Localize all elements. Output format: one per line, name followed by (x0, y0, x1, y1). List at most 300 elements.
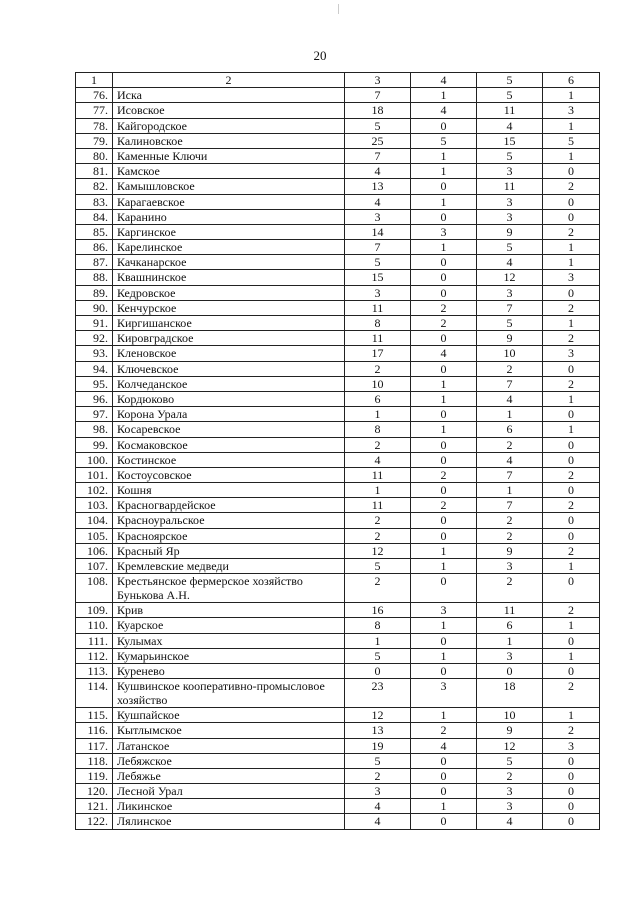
table-row (76, 784, 600, 799)
table-row (76, 285, 600, 300)
value-cell-col4: 0 (411, 255, 477, 270)
value-cell-col5: 10 (477, 708, 543, 723)
value-cell-col6: 2 (543, 498, 600, 513)
value-cell-col4: 0 (411, 361, 477, 376)
value-cell-col4: 0 (411, 407, 477, 422)
value-cell-col3: 4 (345, 814, 411, 829)
header-cell-4: 4 (411, 73, 477, 88)
value-cell-col5: 2 (477, 513, 543, 528)
row-number-cell: 104. (76, 513, 113, 528)
value-cell-col6: 2 (543, 179, 600, 194)
value-cell-col6: 5 (543, 133, 600, 148)
value-cell-col6: 0 (543, 483, 600, 498)
value-cell-col6: 1 (543, 648, 600, 663)
value-cell-col3: 11 (345, 331, 411, 346)
row-number-cell: 98. (76, 422, 113, 437)
row-number-cell: 120. (76, 784, 113, 799)
value-cell-col3: 8 (345, 422, 411, 437)
value-cell-col4: 4 (411, 738, 477, 753)
row-number-cell: 100. (76, 452, 113, 467)
row-number-cell: 95. (76, 376, 113, 391)
value-cell-col6: 0 (543, 194, 600, 209)
header-cell-5: 5 (477, 73, 543, 88)
table-row (76, 452, 600, 467)
row-number-cell: 81. (76, 164, 113, 179)
row-number-cell: 110. (76, 618, 113, 633)
organization-name-cell: Кенчурское (113, 300, 345, 315)
table-row (76, 240, 600, 255)
value-cell-col5: 7 (477, 467, 543, 482)
value-cell-col4: 1 (411, 240, 477, 255)
value-cell-col6: 0 (543, 663, 600, 678)
organization-name-cell: Карагаевское (113, 194, 345, 209)
value-cell-col3: 12 (345, 708, 411, 723)
table-row (76, 543, 600, 558)
table-row (76, 574, 600, 603)
table-row (76, 738, 600, 753)
value-cell-col3: 0 (345, 663, 411, 678)
value-cell-col4: 4 (411, 346, 477, 361)
organization-name-cell: Колчеданское (113, 376, 345, 391)
row-number-cell: 109. (76, 603, 113, 618)
value-cell-col6: 0 (543, 528, 600, 543)
table-row (76, 224, 600, 239)
organization-name-cell: Косаревское (113, 422, 345, 437)
table-row (76, 422, 600, 437)
value-cell-col5: 1 (477, 483, 543, 498)
table-row (76, 753, 600, 768)
row-number-cell: 83. (76, 194, 113, 209)
row-number-cell: 94. (76, 361, 113, 376)
value-cell-col5: 9 (477, 543, 543, 558)
value-cell-col4: 0 (411, 452, 477, 467)
value-cell-col3: 4 (345, 164, 411, 179)
value-cell-col4: 0 (411, 118, 477, 133)
table-row (76, 437, 600, 452)
value-cell-col5: 3 (477, 164, 543, 179)
value-cell-col5: 6 (477, 618, 543, 633)
value-cell-col3: 14 (345, 224, 411, 239)
value-cell-col4: 3 (411, 224, 477, 239)
value-cell-col5: 7 (477, 376, 543, 391)
value-cell-col6: 0 (543, 814, 600, 829)
value-cell-col6: 0 (543, 407, 600, 422)
value-cell-col5: 12 (477, 270, 543, 285)
table-row (76, 300, 600, 315)
organization-name-cell: Куарское (113, 618, 345, 633)
value-cell-col3: 2 (345, 361, 411, 376)
value-cell-col5: 2 (477, 528, 543, 543)
value-cell-col4: 0 (411, 574, 477, 603)
value-cell-col6: 3 (543, 346, 600, 361)
value-cell-col4: 0 (411, 528, 477, 543)
value-cell-col6: 2 (543, 224, 600, 239)
value-cell-col5: 4 (477, 814, 543, 829)
table-row (76, 498, 600, 513)
value-cell-col4: 1 (411, 543, 477, 558)
value-cell-col4: 1 (411, 559, 477, 574)
value-cell-col4: 4 (411, 103, 477, 118)
value-cell-col3: 11 (345, 498, 411, 513)
value-cell-col4: 0 (411, 437, 477, 452)
value-cell-col6: 0 (543, 164, 600, 179)
value-cell-col6: 3 (543, 103, 600, 118)
table-row (76, 407, 600, 422)
value-cell-col5: 10 (477, 346, 543, 361)
table-row (76, 814, 600, 829)
row-number-cell: 99. (76, 437, 113, 452)
table-row (76, 559, 600, 574)
value-cell-col3: 8 (345, 618, 411, 633)
organization-name-cell: Крестьянское фермерское хозяйство Бунькова А.Н. (113, 574, 345, 603)
value-cell-col3: 7 (345, 148, 411, 163)
table-row (76, 648, 600, 663)
value-cell-col6: 1 (543, 88, 600, 103)
organization-name-cell: Красноуральское (113, 513, 345, 528)
value-cell-col6: 1 (543, 148, 600, 163)
table-row (76, 118, 600, 133)
value-cell-col5: 11 (477, 179, 543, 194)
row-number-cell: 113. (76, 663, 113, 678)
value-cell-col4: 1 (411, 148, 477, 163)
value-cell-col6: 2 (543, 679, 600, 708)
value-cell-col3: 2 (345, 528, 411, 543)
value-cell-col3: 5 (345, 559, 411, 574)
table-row (76, 679, 600, 708)
data-table (75, 72, 600, 830)
value-cell-col4: 0 (411, 285, 477, 300)
value-cell-col5: 7 (477, 498, 543, 513)
organization-name-cell: Каргинское (113, 224, 345, 239)
organization-name-cell: Каменные Ключи (113, 148, 345, 163)
row-number-cell: 101. (76, 467, 113, 482)
organization-name-cell: Ликинское (113, 799, 345, 814)
value-cell-col3: 1 (345, 633, 411, 648)
value-cell-col6: 2 (543, 603, 600, 618)
value-cell-col5: 3 (477, 648, 543, 663)
organization-name-cell: Карелинское (113, 240, 345, 255)
value-cell-col3: 6 (345, 391, 411, 406)
value-cell-col5: 5 (477, 316, 543, 331)
organization-name-cell: Кайгородское (113, 118, 345, 133)
organization-name-cell: Крив (113, 603, 345, 618)
value-cell-col6: 0 (543, 452, 600, 467)
row-number-cell: 84. (76, 209, 113, 224)
table-row (76, 103, 600, 118)
organization-name-cell: Космаковское (113, 437, 345, 452)
table-row (76, 603, 600, 618)
value-cell-col5: 1 (477, 407, 543, 422)
value-cell-col4: 2 (411, 316, 477, 331)
organization-name-cell: Кировградское (113, 331, 345, 346)
value-cell-col5: 12 (477, 738, 543, 753)
value-cell-col3: 12 (345, 543, 411, 558)
value-cell-col4: 2 (411, 498, 477, 513)
row-number-cell: 117. (76, 738, 113, 753)
value-cell-col3: 5 (345, 648, 411, 663)
header-cell-6: 6 (543, 73, 600, 88)
value-cell-col5: 15 (477, 133, 543, 148)
value-cell-col4: 0 (411, 814, 477, 829)
value-cell-col5: 4 (477, 452, 543, 467)
value-cell-col4: 1 (411, 164, 477, 179)
organization-name-cell: Каранино (113, 209, 345, 224)
page-number: 20 (313, 48, 327, 63)
table-row (76, 768, 600, 783)
value-cell-col4: 0 (411, 768, 477, 783)
row-number-cell: 103. (76, 498, 113, 513)
value-cell-col6: 0 (543, 361, 600, 376)
organization-name-cell: Кремлевские медведи (113, 559, 345, 574)
value-cell-col4: 5 (411, 133, 477, 148)
value-cell-col3: 5 (345, 255, 411, 270)
value-cell-col6: 2 (543, 376, 600, 391)
value-cell-col4: 3 (411, 679, 477, 708)
organization-name-cell: Костоусовское (113, 467, 345, 482)
value-cell-col5: 1 (477, 633, 543, 648)
value-cell-col4: 1 (411, 799, 477, 814)
row-number-cell: 88. (76, 270, 113, 285)
row-number-cell: 102. (76, 483, 113, 498)
value-cell-col4: 0 (411, 331, 477, 346)
organization-name-cell: Кленовское (113, 346, 345, 361)
header-cell-3: 3 (345, 73, 411, 88)
value-cell-col6: 0 (543, 437, 600, 452)
row-number-cell: 87. (76, 255, 113, 270)
row-number-cell: 85. (76, 224, 113, 239)
value-cell-col5: 4 (477, 255, 543, 270)
value-cell-col3: 13 (345, 723, 411, 738)
value-cell-col4: 0 (411, 784, 477, 799)
value-cell-col4: 0 (411, 270, 477, 285)
value-cell-col6: 2 (543, 467, 600, 482)
value-cell-col5: 5 (477, 88, 543, 103)
organization-name-cell: Лебяжское (113, 753, 345, 768)
table-row (76, 361, 600, 376)
organization-name-cell: Куренево (113, 663, 345, 678)
organization-name-cell: Кушпайское (113, 708, 345, 723)
value-cell-col3: 2 (345, 574, 411, 603)
row-number-cell: 122. (76, 814, 113, 829)
header-cell-2: 2 (113, 73, 345, 88)
value-cell-col6: 0 (543, 753, 600, 768)
row-number-cell: 112. (76, 648, 113, 663)
table-row (76, 618, 600, 633)
row-number-cell: 106. (76, 543, 113, 558)
value-cell-col3: 5 (345, 753, 411, 768)
row-number-cell: 97. (76, 407, 113, 422)
organization-name-cell: Киргишанское (113, 316, 345, 331)
row-number-cell: 121. (76, 799, 113, 814)
value-cell-col5: 5 (477, 240, 543, 255)
scan-mark (338, 4, 339, 14)
value-cell-col5: 2 (477, 574, 543, 603)
table-row (76, 799, 600, 814)
value-cell-col4: 1 (411, 376, 477, 391)
value-cell-col6: 1 (543, 422, 600, 437)
value-cell-col3: 19 (345, 738, 411, 753)
value-cell-col4: 3 (411, 603, 477, 618)
value-cell-col4: 0 (411, 483, 477, 498)
table-row (76, 148, 600, 163)
value-cell-col6: 1 (543, 118, 600, 133)
value-cell-col3: 2 (345, 768, 411, 783)
value-cell-col6: 1 (543, 391, 600, 406)
row-number-cell: 89. (76, 285, 113, 300)
table-row (76, 483, 600, 498)
organization-name-cell: Лялинское (113, 814, 345, 829)
value-cell-col3: 23 (345, 679, 411, 708)
value-cell-col4: 1 (411, 708, 477, 723)
value-cell-col5: 9 (477, 224, 543, 239)
organization-name-cell: Ключевское (113, 361, 345, 376)
organization-name-cell: Камышловское (113, 179, 345, 194)
value-cell-col4: 2 (411, 467, 477, 482)
organization-name-cell: Корона Урала (113, 407, 345, 422)
value-cell-col3: 13 (345, 179, 411, 194)
row-number-cell: 114. (76, 679, 113, 708)
value-cell-col6: 0 (543, 768, 600, 783)
value-cell-col6: 1 (543, 618, 600, 633)
organization-name-cell: Красногвардейское (113, 498, 345, 513)
value-cell-col4: 0 (411, 513, 477, 528)
row-number-cell: 105. (76, 528, 113, 543)
value-cell-col3: 11 (345, 300, 411, 315)
value-cell-col3: 5 (345, 118, 411, 133)
organization-name-cell: Калиновское (113, 133, 345, 148)
row-number-cell: 115. (76, 708, 113, 723)
value-cell-col5: 6 (477, 422, 543, 437)
value-cell-col5: 3 (477, 209, 543, 224)
value-cell-col3: 1 (345, 407, 411, 422)
value-cell-col3: 1 (345, 483, 411, 498)
table-row (76, 528, 600, 543)
value-cell-col3: 16 (345, 603, 411, 618)
value-cell-col4: 2 (411, 723, 477, 738)
organization-name-cell: Кушвинское кооперативно-промысловое хозяйство (113, 679, 345, 708)
value-cell-col5: 11 (477, 603, 543, 618)
value-cell-col6: 2 (543, 543, 600, 558)
value-cell-col6: 1 (543, 559, 600, 574)
organization-name-cell: Исовское (113, 103, 345, 118)
value-cell-col3: 3 (345, 209, 411, 224)
row-number-cell: 77. (76, 103, 113, 118)
value-cell-col4: 1 (411, 648, 477, 663)
organization-name-cell: Лебяжье (113, 768, 345, 783)
organization-name-cell: Красноярское (113, 528, 345, 543)
value-cell-col6: 1 (543, 316, 600, 331)
value-cell-col3: 4 (345, 194, 411, 209)
table-row (76, 391, 600, 406)
value-cell-col6: 0 (543, 574, 600, 603)
table-row (76, 513, 600, 528)
table-row (76, 467, 600, 482)
row-number-cell: 119. (76, 768, 113, 783)
value-cell-col5: 7 (477, 300, 543, 315)
organization-name-cell: Квашнинское (113, 270, 345, 285)
organization-name-cell: Лесной Урал (113, 784, 345, 799)
table-row (76, 723, 600, 738)
value-cell-col6: 3 (543, 270, 600, 285)
value-cell-col6: 2 (543, 331, 600, 346)
row-number-cell: 116. (76, 723, 113, 738)
value-cell-col4: 1 (411, 391, 477, 406)
value-cell-col5: 2 (477, 768, 543, 783)
value-cell-col3: 17 (345, 346, 411, 361)
table-row (76, 133, 600, 148)
organization-name-cell: Иска (113, 88, 345, 103)
table-row (76, 194, 600, 209)
organization-name-cell: Костинское (113, 452, 345, 467)
value-cell-col3: 7 (345, 240, 411, 255)
value-cell-col3: 3 (345, 285, 411, 300)
organization-name-cell: Кошня (113, 483, 345, 498)
value-cell-col5: 2 (477, 437, 543, 452)
table-header-row (76, 73, 600, 88)
value-cell-col5: 3 (477, 784, 543, 799)
organization-name-cell: Красный Яр (113, 543, 345, 558)
value-cell-col6: 2 (543, 300, 600, 315)
value-cell-col5: 4 (477, 391, 543, 406)
value-cell-col4: 2 (411, 300, 477, 315)
value-cell-col5: 0 (477, 663, 543, 678)
value-cell-col3: 15 (345, 270, 411, 285)
value-cell-col4: 0 (411, 753, 477, 768)
row-number-cell: 111. (76, 633, 113, 648)
value-cell-col5: 3 (477, 559, 543, 574)
value-cell-col4: 0 (411, 179, 477, 194)
row-number-cell: 92. (76, 331, 113, 346)
table-row (76, 633, 600, 648)
value-cell-col5: 3 (477, 285, 543, 300)
row-number-cell: 90. (76, 300, 113, 315)
value-cell-col3: 25 (345, 133, 411, 148)
organization-name-cell: Кордюково (113, 391, 345, 406)
table-row (76, 255, 600, 270)
row-number-cell: 82. (76, 179, 113, 194)
table-row (76, 663, 600, 678)
value-cell-col3: 7 (345, 88, 411, 103)
row-number-cell: 118. (76, 753, 113, 768)
organization-name-cell: Камское (113, 164, 345, 179)
table-row (76, 209, 600, 224)
organization-name-cell: Кедровское (113, 285, 345, 300)
value-cell-col3: 3 (345, 784, 411, 799)
value-cell-col5: 9 (477, 331, 543, 346)
value-cell-col4: 1 (411, 88, 477, 103)
value-cell-col3: 10 (345, 376, 411, 391)
table-body (76, 73, 600, 830)
table-row (76, 346, 600, 361)
value-cell-col5: 3 (477, 194, 543, 209)
value-cell-col3: 4 (345, 799, 411, 814)
table-row (76, 179, 600, 194)
value-cell-col6: 0 (543, 633, 600, 648)
value-cell-col6: 0 (543, 285, 600, 300)
value-cell-col5: 2 (477, 361, 543, 376)
value-cell-col6: 3 (543, 738, 600, 753)
row-number-cell: 91. (76, 316, 113, 331)
organization-name-cell: Кытлымское (113, 723, 345, 738)
value-cell-col3: 18 (345, 103, 411, 118)
value-cell-col6: 0 (543, 784, 600, 799)
value-cell-col5: 11 (477, 103, 543, 118)
row-number-cell: 96. (76, 391, 113, 406)
value-cell-col5: 9 (477, 723, 543, 738)
organization-name-cell: Кумарьинское (113, 648, 345, 663)
value-cell-col6: 1 (543, 708, 600, 723)
row-number-cell: 108. (76, 574, 113, 603)
